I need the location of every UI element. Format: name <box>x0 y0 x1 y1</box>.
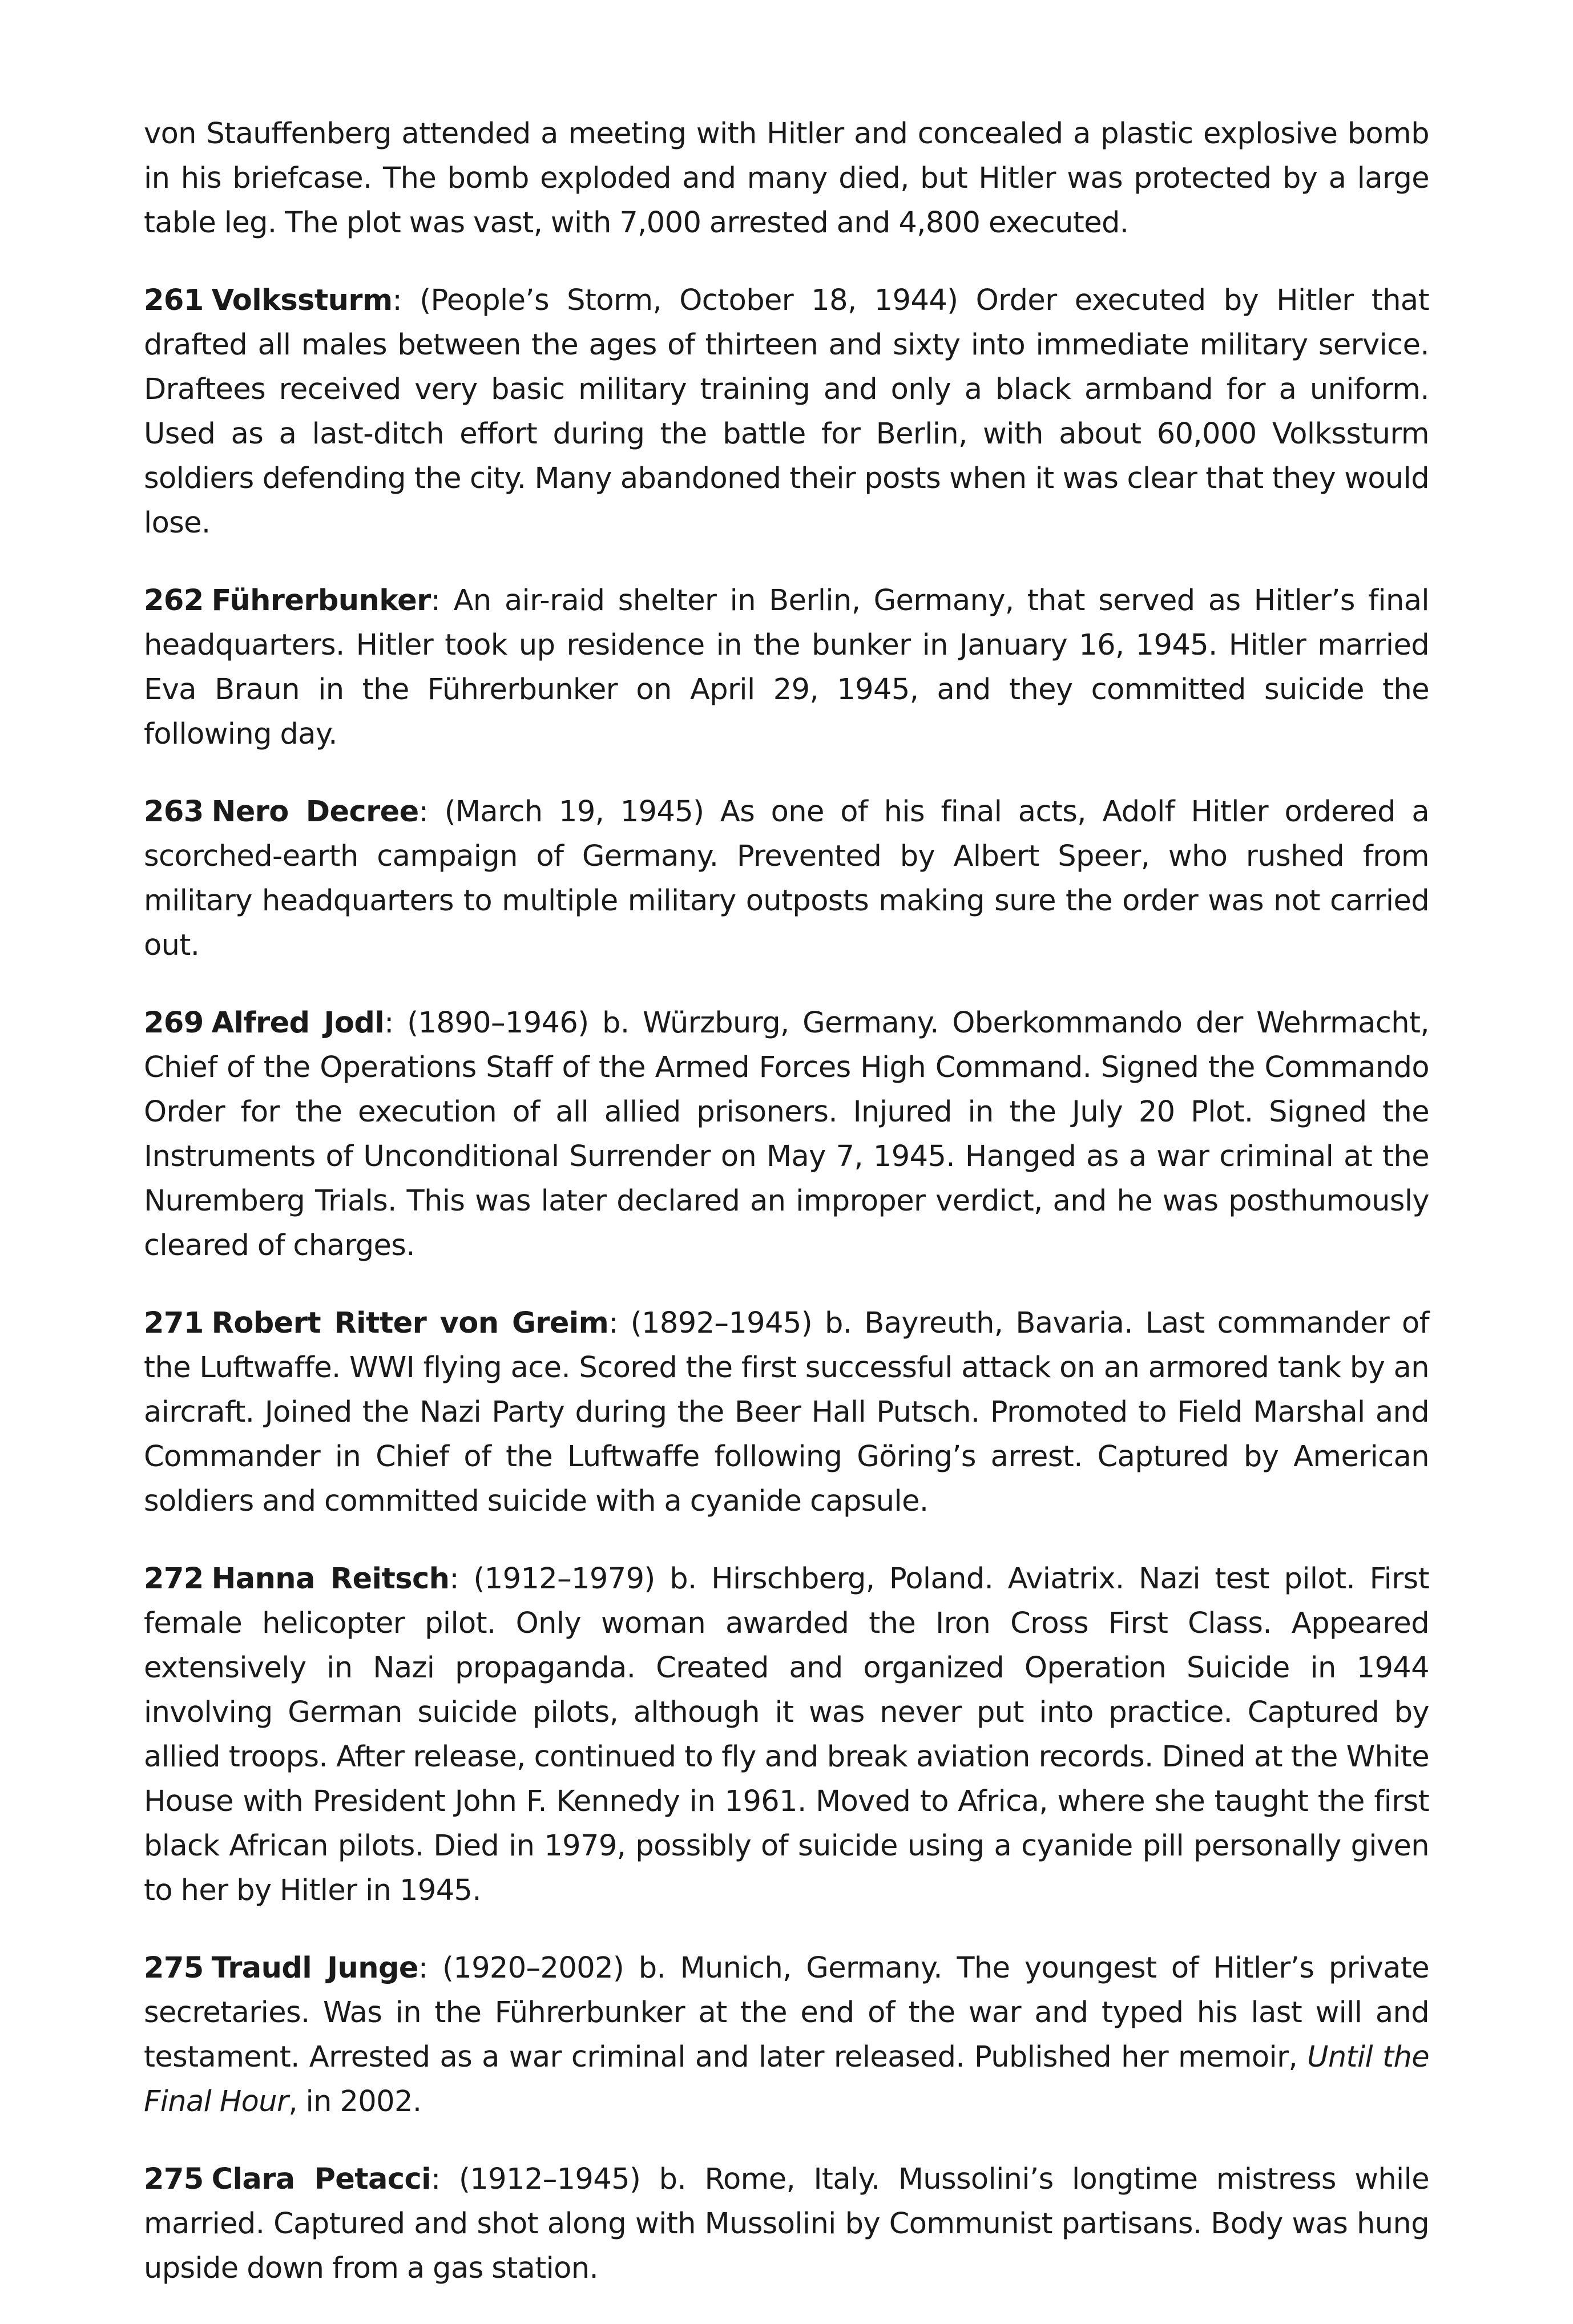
entry-text: : (1912–1945) b. Rome, Italy. Mussolini’s longtime mistress while married. Captured and shot along with Mussolini by Communist partisans. Body was hung upside down from a gas station. <box>144 2162 1429 2285</box>
entry-text: : (1912–1979) b. Hirschberg, Poland. Aviatrix. Nazi test pilot. First female helicopter pilot. Only woman awarded the Iron Cross First Class. Appeared extensively in Nazi propaganda. Created and organized Operation Suicide in 1944 involving German suicide pilots, although it was never put into practice. Captured by allied troops. After release, continued to fly and break aviation records. Dined at the White House with President John F. Kennedy in 1961. Moved to Africa, where she taught the first black African pilots. Died in 1979, possibly of suicide using a cyanide pill personally given to her by Hitler in 1945. <box>144 1562 1429 1907</box>
entry-262-fuhrerbunker <box>144 579 1429 757</box>
entry-term: Hanna Reitsch <box>211 1562 450 1596</box>
entry-text: : (People’s Storm, October 18, 1944) Order executed by Hitler that drafted all males between the ages of thirteen and sixty into immediate military service. Draftees received very basic military training and only a black armband for a uniform. Used as a last-ditch effort during the battle for Berlin, with about 60,000 Volkssturm soldiers defending the city. Many abandoned their posts when it was clear that they would lose. <box>144 284 1429 540</box>
entry-term: Robert Ritter von Greim <box>211 1306 609 1340</box>
entry-number: 275 <box>144 1951 204 1985</box>
entry-term: Führerbunker <box>211 584 431 618</box>
intro-paragraph <box>144 112 1429 245</box>
entry-number: 271 <box>144 1306 204 1340</box>
entry-term: Clara Petacci <box>211 2162 431 2196</box>
entry-271-robert-ritter-von-greim <box>144 1301 1429 1524</box>
entry-text: : (1892–1945) b. Bayreuth, Bavaria. Last commander of the Luftwaffe. WWI flying ace. Scored the first successful attack on an armored tank by an aircraft. Joined the Nazi Party during the Beer Hall Putsch. Promoted to Field Marshal and Commander in Chief of the Luftwaffe following Göring’s arrest. Captured by American soldiers and committed suicide with a cyanide capsule. <box>144 1306 1430 1518</box>
entry-term: Alfred Jodl <box>211 1006 385 1040</box>
entry-number: 262 <box>144 584 204 618</box>
entry-text: : (1920–2002) b. Munich, Germany. The youngest of Hitler’s private secretaries. Was in the Führerbunker at the end of the war and typed his last will and testament. Arrested as a war criminal and later released. Published her memoir, <box>144 1951 1429 2074</box>
entry-text: : (March 19, 1945) As one of his final acts, Adolf Hitler ordered a scorched-earth campaign of Germany. Prevented by Albert Speer, who rushed from military headquarters to multiple military outposts making sure the order was not carried out. <box>144 795 1429 962</box>
entry-269-alfred-jodl <box>144 1001 1429 1268</box>
entry-term: Volkssturm <box>211 284 393 317</box>
entry-text: : (1890–1946) b. Würzburg, Germany. Oberkommando der Wehrmacht, Chief of the Operations Staff of the Armed Forces High Command. Signed the Commando Order for the execution of all allied prisoners. Injured in the July 20 Plot. Signed the Instruments of Unconditional Surrender on May 7, 1945. Hanged as a war criminal at the Nuremberg Trials. This was later declared an improper verdict, and he was posthumously cleared of charges. <box>144 1006 1429 1262</box>
entry-263-nero-decree <box>144 790 1429 968</box>
document-page <box>144 112 1429 2324</box>
entry-number: 272 <box>144 1562 204 1596</box>
entry-term: Nero Decree <box>211 795 419 829</box>
book-title: Until the Final Hour <box>144 2040 1429 2119</box>
entry-text: : An air-raid shelter in Berlin, Germany, that served as Hitler’s final headquarters. Hitler took up residence in the bunker in January 16, 1945. Hitler married Eva Braun in the Führerbunker on April 29, 1945, and they committed suicide the following day. <box>144 584 1429 751</box>
intro-text: von Stauffenberg attended a meeting with Hitler and concealed a plastic explosive bomb in his briefcase. The bomb exploded and many died, but Hitler was protected by a large table leg. The plot was vast, with 7,000 arrested and 4,800 executed. <box>144 117 1429 240</box>
entry-number: 261 <box>144 284 204 317</box>
entry-number: 263 <box>144 795 204 829</box>
entry-text-after: , in 2002. <box>288 2085 422 2119</box>
entry-275-traudl-junge <box>144 1946 1429 2124</box>
entry-number: 269 <box>144 1006 204 1040</box>
entry-term: Traudl Junge <box>211 1951 418 1985</box>
entry-272-hanna-reitsch <box>144 1557 1429 1913</box>
entry-number: 275 <box>144 2162 204 2196</box>
entry-275-clara-petacci <box>144 2157 1429 2291</box>
entry-261-volkssturm <box>144 279 1429 546</box>
